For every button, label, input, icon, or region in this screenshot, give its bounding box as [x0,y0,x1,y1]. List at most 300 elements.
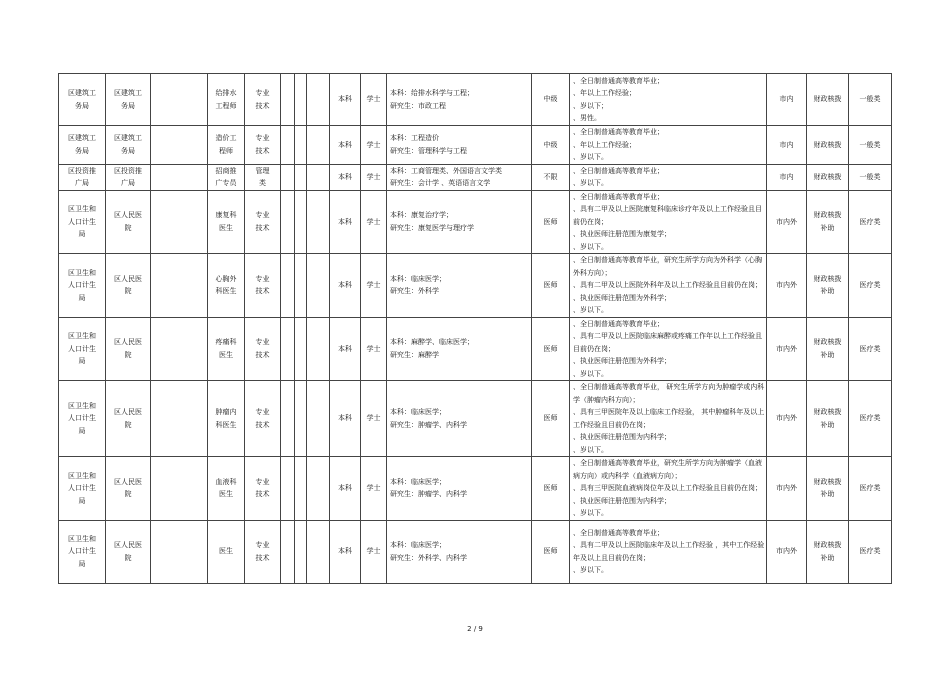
funding-cell-line: 补助 [820,420,835,429]
type-cell: 一般类 [849,126,892,165]
empty-cell [281,381,295,457]
requirements-cell-line: 外科方向）； [573,268,612,277]
category-cell-line: 专业 [255,477,270,486]
unit-cell-line: 务局 [121,146,135,155]
funding-cell-line: 财政核拨 [813,211,842,220]
category-cell-line: 技术 [255,490,270,499]
type-cell: 医疗类 [849,381,892,457]
department-cell [59,190,106,254]
unit-cell-line: 区人民医 [114,541,142,549]
empty-cell [295,457,307,521]
title-cell: 不限 [532,164,570,190]
table-row [59,520,892,583]
empty-cell [307,254,330,318]
requirements-cell [570,254,767,318]
funding-cell [807,520,849,583]
table-row [59,254,892,318]
empty-cell [281,457,295,521]
post-cell-line: 招商推 [215,166,237,175]
department-cell-line: 局 [78,559,86,568]
department-cell-line: 区建筑工 [68,134,96,143]
funding-cell-line: 财政核拨 [813,338,842,347]
funding-cell [807,164,849,190]
category-cell-line: 管理 [255,166,270,175]
major-cell [387,381,532,457]
requirements-cell-line: 、岁以下。 [573,509,608,517]
unit-cell-line: 区人民医 [114,477,142,486]
post-cell-line: 科医生 [215,420,237,429]
degree-cell: 学士 [361,317,387,381]
requirements-cell-line: 、全日制普通高等教育毕业，研究生所学方向为肿瘤学（血液 [573,459,762,467]
department-cell [59,254,106,318]
unit-cell-line: 区建筑工 [114,89,142,97]
degree-cell: 学士 [361,381,387,457]
requirements-cell-line: 、具有二甲及以上医院临床麻醉或疼痛工作年以上工作经验且 [573,332,762,340]
post-cell-line: 科医生 [215,287,237,296]
positions-table [58,73,892,584]
department-cell-line: 局 [78,426,86,435]
empty-cell [295,74,307,126]
education-cell: 本科 [330,381,361,457]
post-cell-line: 肿瘤内 [215,408,237,416]
category-cell [245,74,281,126]
post-cell-line: 医生 [219,350,233,359]
empty-cell [281,317,295,381]
major-cell-line: 研究生：会计学 、英语语言文学 [390,179,491,187]
category-cell [245,190,281,254]
requirements-cell-line: 、具有二甲及以上医院外科年及以上工作经验且目前仍在岗； [573,281,762,289]
scope-cell: 市内外 [767,317,807,381]
requirements-cell-line: 、男性。 [573,114,601,122]
category-cell [245,520,281,583]
requirements-cell-line: 、年以上工作经验； [573,89,636,97]
funding-cell [807,457,849,521]
category-cell-line: 技术 [255,420,270,429]
type-cell: 医疗类 [849,520,892,583]
table-row [59,457,892,521]
post-cell-line: 造价工 [215,134,237,143]
post-cell [208,74,245,126]
requirements-cell-line: 学（肿瘤内科方向）； [573,395,640,404]
education-cell: 本科 [330,164,361,190]
department-cell-line: 局 [78,230,86,238]
unit-cell [106,317,151,381]
empty-cell [151,317,208,381]
title-cell: 中级 [532,126,570,165]
department-cell [59,317,106,381]
post-cell [208,190,245,254]
funding-cell [807,317,849,381]
category-cell-line: 专业 [255,408,270,416]
type-cell: 一般类 [849,74,892,126]
empty-cell [151,254,208,318]
scope-cell: 市内外 [767,381,807,457]
department-cell-line: 广局 [75,179,89,187]
empty-cell [307,381,330,457]
type-cell: 医疗类 [849,457,892,521]
requirements-cell [570,317,767,381]
requirements-cell-line: 、具有三甲医院血液病岗位年及以上工作经验且目前仍在岗； [573,484,762,492]
requirements-cell-line: 、全日制普通高等教育毕业； [573,128,664,136]
category-cell-line: 专业 [255,134,270,143]
major-cell-line: 研究生：肿瘤学、内科学 [390,490,467,499]
requirements-cell-line: 、执业医师注册范围为内科学； [573,433,671,441]
department-cell-line: 务局 [75,146,89,155]
major-cell [387,457,532,521]
department-cell-line: 区投资推 [68,166,96,175]
category-cell-line: 专业 [255,274,270,283]
scope-cell: 市内外 [767,190,807,254]
education-cell: 本科 [330,520,361,583]
requirements-cell-line: 、岁以下。 [573,445,608,454]
scope-cell: 市内 [767,164,807,190]
type-cell: 医疗类 [849,190,892,254]
funding-cell-line: 财政核拨 [813,541,842,549]
requirements-cell-line: 、岁以下。 [573,153,608,161]
unit-cell [106,190,151,254]
empty-cell [295,381,307,457]
funding-cell [807,381,849,457]
unit-cell [106,164,151,190]
major-cell-line: 本科：工程造价 [390,134,439,143]
category-cell-line: 技术 [255,350,270,359]
requirements-cell-line: 、具有二甲及以上医院临床年及以上工作经验 ，其中工作经验 [573,541,765,549]
empty-cell [307,126,330,165]
empty-cell [307,520,330,583]
category-cell-line: 专业 [255,541,270,549]
funding-cell-line: 补助 [820,490,835,499]
major-cell [387,126,532,165]
title-cell: 医师 [532,520,570,583]
requirements-cell-line: 、全日制普通高等教育毕业； [573,166,664,175]
post-cell-line: 血液科 [215,477,237,486]
department-cell-line: 区卫生和 [68,401,96,410]
empty-cell [307,457,330,521]
category-cell-line: 技术 [255,223,270,232]
requirements-cell-line: 、全日制普通高等教育毕业； [573,192,664,201]
post-cell [208,126,245,165]
category-cell-line: 技术 [255,553,270,562]
unit-cell [106,457,151,521]
degree-cell: 学士 [361,190,387,254]
title-cell: 中级 [532,74,570,126]
requirements-cell [570,126,767,165]
funding-cell-line: 补助 [820,350,835,359]
requirements-cell-line: 、全日制普通高等教育毕业； [573,528,664,537]
requirements-cell-line: 、岁以下。 [573,566,608,574]
major-cell [387,254,532,318]
department-cell-line: 局 [78,496,86,505]
requirements-cell [570,520,767,583]
requirements-cell-line: 、执业医师注册范围为外科学； [573,357,671,365]
department-cell [59,164,106,190]
category-cell [245,254,281,318]
requirements-cell-line: 目前仍在岗； [573,344,615,353]
empty-cell [151,164,208,190]
unit-cell-line: 院 [124,287,132,296]
funding-cell-line: 财政核拨 [813,274,842,283]
unit-cell-line: 区人民医 [114,408,142,416]
funding-cell-line: 补助 [820,223,835,232]
requirements-cell-line: 、具有二甲及以上医院康复科临床诊疗年及以上工作经验且目 [573,205,762,213]
requirements-cell [570,164,767,190]
requirements-cell-line: 、年以上工作经验； [573,140,636,149]
department-cell-line: 人口计生 [68,344,96,353]
category-cell [245,126,281,165]
post-cell-line: 广专员 [215,179,237,187]
major-cell [387,164,532,190]
department-cell-line: 局 [78,293,86,302]
funding-cell-line: 财政核拨 [813,95,842,104]
funding-cell-line: 补助 [820,553,835,562]
title-cell: 医师 [532,381,570,457]
funding-cell-line: 财政核拨 [813,408,842,416]
type-cell: 一般类 [849,164,892,190]
degree-cell: 学士 [361,74,387,126]
major-cell-line: 研究生：外科学 [390,287,439,296]
unit-cell-line: 院 [124,420,132,429]
requirements-cell-line: 、岁以下。 [573,179,608,187]
unit-cell-line: 院 [124,553,132,562]
post-cell-line: 心胸外 [215,274,237,283]
table-row [59,381,892,457]
requirements-cell-line: 、岁以下。 [573,242,608,251]
requirements-cell [570,457,767,521]
unit-cell-line: 院 [124,490,132,499]
department-cell-line: 区卫生和 [68,534,96,543]
department-cell-line: 人口计生 [68,484,96,492]
category-cell-line: 专业 [255,338,270,347]
unit-cell-line: 区人民医 [114,211,142,220]
requirements-cell-line: 、全日制普通高等教育毕业； [573,76,664,85]
post-cell-line: 给排水 [215,89,237,97]
requirements-cell-line: 工作经验且目前仍在岗； [573,420,650,429]
education-cell: 本科 [330,317,361,381]
empty-cell [281,520,295,583]
scope-cell: 市内外 [767,254,807,318]
requirements-cell-line: 、具有三甲医院年及以上临床工作经验， 其中肿瘤科年及以上 [573,408,765,416]
education-cell: 本科 [330,74,361,126]
requirements-cell [570,190,767,254]
empty-cell [151,126,208,165]
post-cell [208,317,245,381]
degree-cell: 学士 [361,164,387,190]
requirements-cell-line: 、岁以下； [573,101,608,110]
major-cell-line: 研究生：市政工程 [390,101,446,110]
unit-cell-line: 院 [124,223,132,232]
unit-cell [106,520,151,583]
degree-cell: 学士 [361,126,387,165]
post-cell [208,381,245,457]
department-cell-line: 区卫生和 [68,205,96,213]
unit-cell [106,381,151,457]
requirements-cell-line: 、全日制普通高等教育毕业； [573,319,664,328]
unit-cell [106,126,151,165]
major-cell-line: 本科：临床医学； [390,408,446,416]
empty-cell [151,520,208,583]
major-cell [387,74,532,126]
empty-cell [295,254,307,318]
scope-cell: 市内 [767,74,807,126]
scope-cell: 市内外 [767,520,807,583]
post-cell-line: 康复科 [215,211,237,220]
requirements-cell-line: 病方向）或内科学（血液病方向）； [573,471,682,480]
table-row [59,126,892,165]
empty-cell [295,126,307,165]
education-cell: 本科 [330,254,361,318]
empty-cell [295,317,307,381]
empty-cell [281,126,295,165]
department-cell-line: 人口计生 [68,547,96,556]
post-cell-line: 医生 [219,547,233,556]
department-cell-line: 区卫生和 [68,332,96,340]
funding-cell-line: 财政核拨 [813,140,842,149]
empty-cell [281,190,295,254]
empty-cell [281,74,295,126]
category-cell [245,164,281,190]
major-cell-line: 本科：给排水科学与工程； [390,89,474,97]
empty-cell [151,74,208,126]
degree-cell: 学士 [361,520,387,583]
department-cell [59,126,106,165]
department-cell-line: 务局 [75,101,89,110]
major-cell-line: 本科：麻醉学、临床医学； [390,338,474,347]
requirements-cell-line: 、执业医师注册范围为康复学； [573,230,671,238]
requirements-cell-line: 、全日制普通高等教育毕业， 研究生所学方向为肿瘤学或内科 [573,383,765,391]
education-cell: 本科 [330,457,361,521]
post-cell-line: 医生 [219,490,233,499]
department-cell [59,520,106,583]
empty-cell [295,190,307,254]
funding-cell-line: 补助 [820,287,835,296]
department-cell-line: 人口计生 [68,414,96,423]
table-row [59,74,892,126]
table-row [59,190,892,254]
category-cell-line: 技术 [255,146,270,155]
department-cell-line: 区卫生和 [68,471,96,480]
major-cell-line: 本科：临床医学； [390,541,446,549]
department-cell-line: 区建筑工 [68,89,96,97]
title-cell: 医师 [532,457,570,521]
category-cell [245,381,281,457]
degree-cell: 学士 [361,457,387,521]
requirements-cell-line: 、岁以下。 [573,306,608,314]
unit-cell [106,74,151,126]
type-cell: 医疗类 [849,254,892,318]
requirements-cell [570,74,767,126]
post-cell [208,520,245,583]
title-cell: 医师 [532,254,570,318]
scope-cell: 市内 [767,126,807,165]
post-cell [208,164,245,190]
unit-cell-line: 区人民医 [114,338,142,347]
department-cell-line: 区卫生和 [68,268,96,277]
table-row [59,317,892,381]
empty-cell [151,190,208,254]
requirements-cell-line: 前仍在岗； [573,217,608,226]
department-cell [59,74,106,126]
post-cell-line: 程师 [219,146,233,155]
page-number: 2 / 9 [467,625,483,633]
unit-cell [106,254,151,318]
unit-cell-line: 区投资推 [114,166,142,175]
unit-cell-line: 广局 [121,179,135,187]
empty-cell [307,317,330,381]
post-cell [208,457,245,521]
post-cell-line: 疼痛科 [215,338,237,347]
major-cell-line: 本科：临床医学； [390,477,446,486]
unit-cell-line: 区人民医 [114,274,142,283]
requirements-cell-line: 、执业医师注册范围为外科学； [573,293,671,302]
unit-cell-line: 区建筑工 [114,134,142,143]
major-cell [387,190,532,254]
post-cell-line: 工程师 [215,101,237,110]
requirements-cell-line: 、全日制普通高等教育毕业，研究生所学方向为外科学（心胸 [573,256,762,264]
requirements-cell [570,381,767,457]
education-cell: 本科 [330,126,361,165]
category-cell-line: 类 [259,179,266,187]
requirements-cell-line: 、执业医师注册范围为内科学； [573,496,671,505]
funding-cell-line: 财政核拨 [813,172,842,181]
major-cell-line: 研究生：管理科学与工程 [390,146,467,155]
major-cell-line: 本科：临床医学； [390,274,446,283]
major-cell-line: 研究生：肿瘤学、内科学 [390,420,467,429]
empty-cell [281,164,295,190]
funding-cell [807,74,849,126]
major-cell [387,317,532,381]
empty-cell [307,164,330,190]
empty-cell [281,254,295,318]
major-cell-line: 研究生：康复医学与理疗学 [390,223,474,232]
department-cell-line: 人口计生 [68,217,96,226]
post-cell-line: 医生 [219,223,233,232]
major-cell-line: 研究生：外科学、内科学 [390,553,467,562]
title-cell: 医师 [532,317,570,381]
type-cell: 医疗类 [849,317,892,381]
department-cell [59,381,106,457]
funding-cell [807,190,849,254]
category-cell-line: 技术 [255,287,270,296]
title-cell: 医师 [532,190,570,254]
category-cell-line: 专业 [255,211,270,220]
empty-cell [151,381,208,457]
funding-cell [807,126,849,165]
empty-cell [307,190,330,254]
major-cell [387,520,532,583]
degree-cell: 学士 [361,254,387,318]
category-cell-line: 专业 [255,89,270,97]
requirements-cell-line: 年及以上且目前仍在岗； [573,553,650,562]
table-row [59,164,892,190]
major-cell-line: 本科：康复治疗学； [390,211,453,220]
funding-cell [807,254,849,318]
department-cell [59,457,106,521]
empty-cell [295,520,307,583]
category-cell [245,457,281,521]
education-cell: 本科 [330,190,361,254]
major-cell-line: 本科：工商管理类、外国语言文学类 [390,166,502,175]
empty-cell [151,457,208,521]
scope-cell: 市内外 [767,457,807,521]
empty-cell [295,164,307,190]
department-cell-line: 局 [78,357,86,365]
post-cell [208,254,245,318]
funding-cell-line: 财政核拨 [813,477,842,486]
category-cell [245,317,281,381]
department-cell-line: 人口计生 [68,281,96,289]
major-cell-line: 研究生：麻醉学 [390,350,439,359]
requirements-cell-line: 、岁以下。 [573,369,608,378]
